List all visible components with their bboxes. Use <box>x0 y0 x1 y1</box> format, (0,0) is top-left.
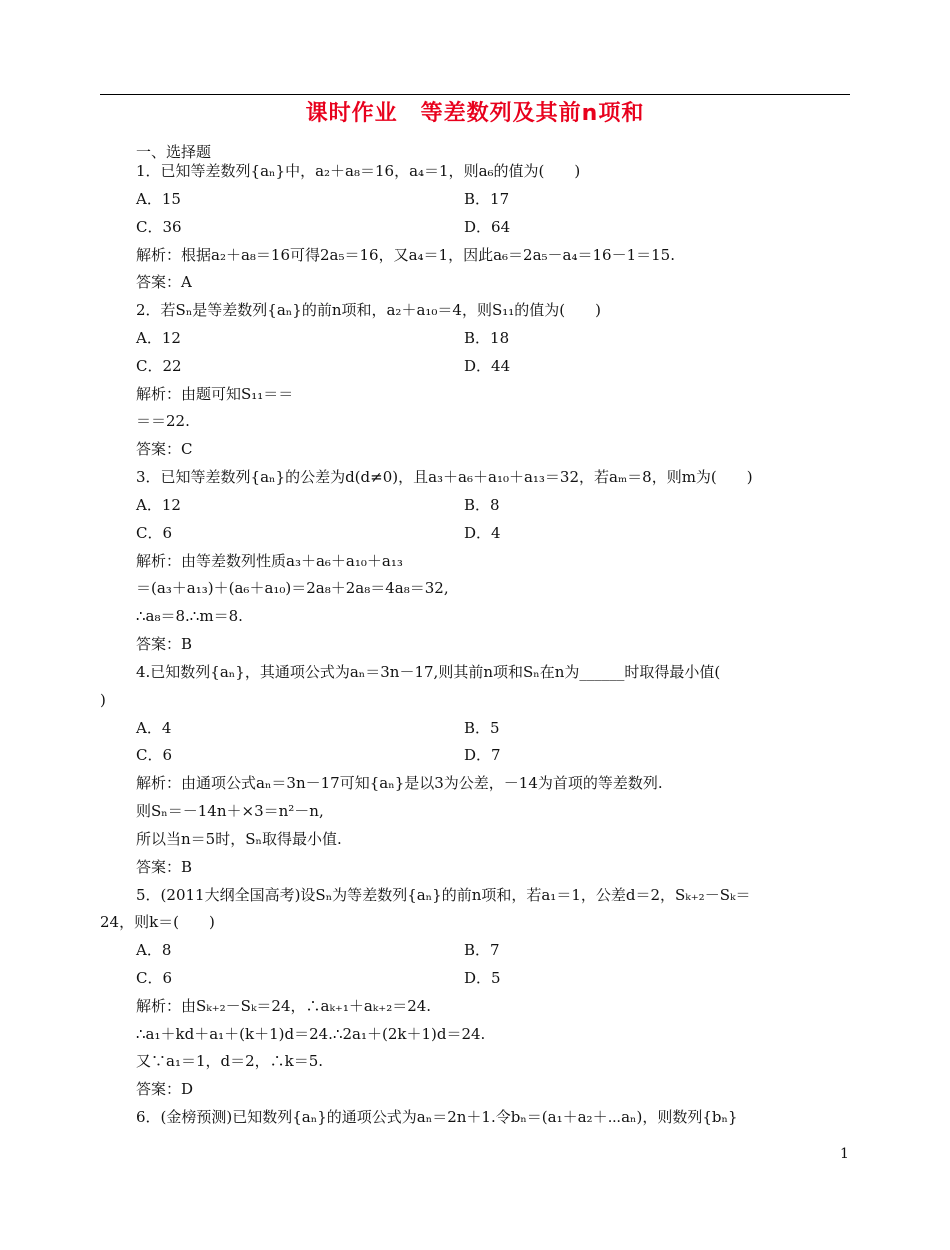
q3-answer: 答案：B <box>136 635 193 653</box>
q2-solution-line2: ＝＝22. <box>136 412 190 430</box>
q2-option-d: D．44 <box>464 357 511 375</box>
q3-option-d: D．4 <box>464 524 501 542</box>
q4-option-b: B．5 <box>464 719 500 737</box>
q3-option-c: C．6 <box>136 524 173 542</box>
q2-answer: 答案：C <box>136 440 193 458</box>
q1-stem: 1．已知等差数列{aₙ}中，a₂＋a₈＝16，a₄＝1，则a₆的值为( ) <box>136 162 581 180</box>
q2-option-b: B．18 <box>464 329 510 347</box>
q3-solution-line1: 解析：由等差数列性质a₃＋a₆＋a₁₀＋a₁₃ <box>136 552 403 570</box>
q5-option-b: B．7 <box>464 941 500 959</box>
q3-solution-line3: ∴a₈＝8.∴m＝8. <box>136 607 243 625</box>
q2-option-a: A．12 <box>136 329 181 347</box>
q6-stem: 6．(金榜预测)已知数列{aₙ}的通项公式为aₙ＝2n＋1.令bₙ＝(a₁＋a₂＋⋯aₙ)，则数列{bₙ} <box>136 1108 738 1126</box>
q5-option-d: D．5 <box>464 969 501 987</box>
q4-solution-line2: 则Sₙ＝－14n＋×3＝n²－n, <box>136 802 324 820</box>
page-number: 1 <box>840 1146 849 1162</box>
q4-answer: 答案：B <box>136 858 193 876</box>
q5-solution-line1: 解析：由Sₖ₊₂－Sₖ＝24，∴aₖ₊₁＋aₖ₊₂＝24. <box>136 997 432 1015</box>
q4-stem-continued: ) <box>100 691 106 709</box>
q1-solution: 解析：根据a₂＋a₈＝16可得2a₅＝16，又a₄＝1，因此a₆＝2a₅－a₄＝16－1＝15. <box>136 246 675 264</box>
q5-option-a: A．8 <box>136 941 172 959</box>
q5-option-c: C．6 <box>136 969 173 987</box>
q4-option-a: A．4 <box>136 719 172 737</box>
q1-option-c: C．36 <box>136 218 182 236</box>
q3-solution-line2: ＝(a₃＋a₁₃)＋(a₆＋a₁₀)＝2a₈＋2a₈＝4a₈＝32, <box>136 579 449 597</box>
q4-solution-line3: 所以当n＝5时，Sₙ取得最小值. <box>136 830 342 848</box>
q4-option-d: D．7 <box>464 746 501 764</box>
q5-answer: 答案：D <box>136 1080 194 1098</box>
q5-stem: 5．(2011大纲全国高考)设Sₙ为等差数列{aₙ}的前n项和，若a₁＝1，公差d＝2，Sₖ₊₂－Sₖ＝ <box>136 886 751 904</box>
q4-stem: 4.已知数列{aₙ}，其通项公式为aₙ＝3n－17,则其前n项和Sₙ在n为______时取得最小值( <box>136 663 721 681</box>
q1-option-a: A．15 <box>136 190 181 208</box>
q3-stem: 3．已知等差数列{aₙ}的公差为d(d≠0)，且a₃＋a₆＋a₁₀＋a₁₃＝32，若aₘ＝8，则m为( ) <box>136 468 753 486</box>
q3-option-b: B．8 <box>464 496 500 514</box>
q1-option-d: D．64 <box>464 218 511 236</box>
q1-answer: 答案：A <box>136 273 192 291</box>
q5-solution-line3: 又∵a₁＝1，d＝2，∴k＝5. <box>136 1052 324 1070</box>
section-heading: 一、选择题 <box>136 143 212 161</box>
q2-stem: 2．若Sₙ是等差数列{aₙ}的前n项和，a₂＋a₁₀＝4，则S₁₁的值为( ) <box>136 301 601 319</box>
header-rule <box>100 94 850 95</box>
q2-solution-line1: 解析：由题可知S₁₁＝＝ <box>136 385 294 403</box>
page-title: 课时作业 等差数列及其前n项和 <box>305 101 645 126</box>
q5-solution-line2: ∴a₁＋kd＋a₁＋(k＋1)d＝24.∴2a₁＋(2k＋1)d＝24. <box>136 1025 486 1043</box>
q3-option-a: A．12 <box>136 496 181 514</box>
q5-stem-continued: 24，则k＝( ) <box>100 913 215 931</box>
q1-option-b: B．17 <box>464 190 510 208</box>
q4-option-c: C．6 <box>136 746 173 764</box>
q2-option-c: C．22 <box>136 357 182 375</box>
q4-solution-line1: 解析：由通项公式aₙ＝3n－17可知{aₙ}是以3为公差，－14为首项的等差数列. <box>136 774 663 792</box>
